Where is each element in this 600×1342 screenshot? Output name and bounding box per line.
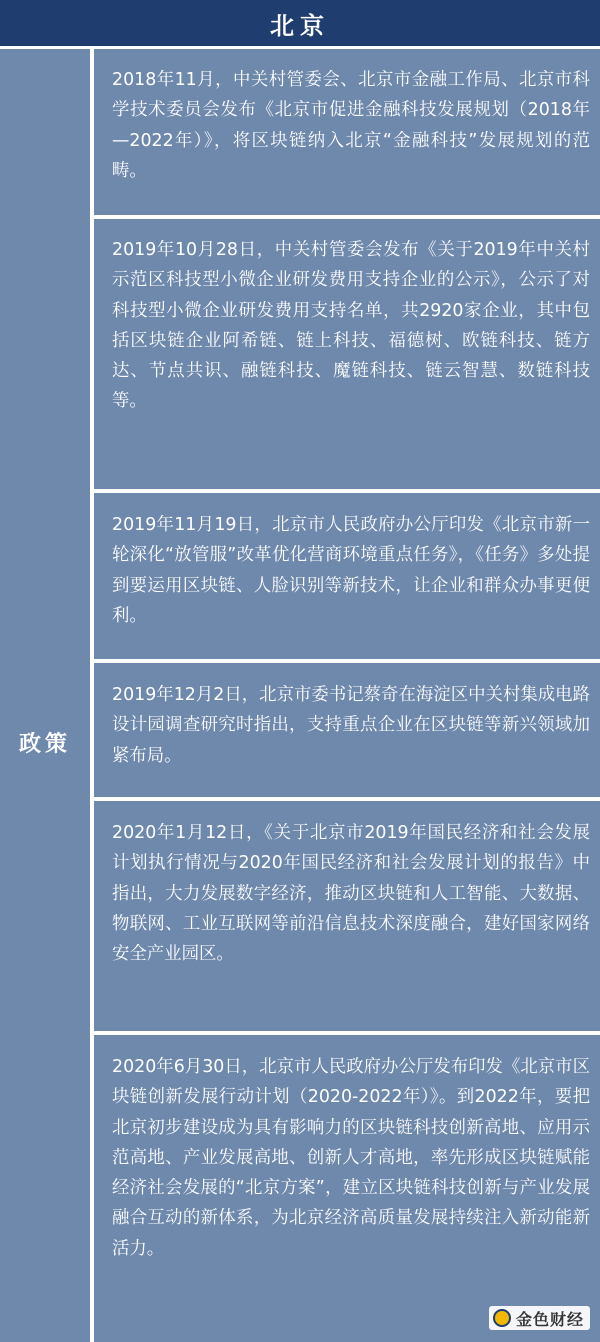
policy-entry-text: 2020年6月30日，北京市人民政府办公厅发布印发《北京市区块链创新发展行动计划（2020-2022年）》。到2022年，要把北京初步建设成为具有影响力的区块链科技创新高地、应用示范高地、产业发展高地、创新人才高地，率先形成区块链赋能经济社会发展的“北京方案”，建立区块链科技创新与产业发展融合互动的新体系，为北京经济高质量发展持续注入新动能新活力。 <box>112 1057 590 1259</box>
policy-entry-text: 2020年1月12日，《关于北京市2019年国民经济和社会发展计划执行情况与2020年国民经济和社会发展计划的报告》中指出，大力发展数字经济，推动区块链和人工智能、大数据、物联网、工业互联网等前沿信息技术深度融合，建好国家网络安全产业园区。 <box>112 823 590 965</box>
policy-entry-text: 2019年12月2日，北京市委书记蔡奇在海淀区中关村集成电路设计园调查研究时指出，支持重点企业在区块链等新兴领域加紧布局。 <box>112 685 590 766</box>
table-header <box>0 0 600 46</box>
policy-entry <box>94 219 600 489</box>
watermark-logo-icon <box>493 1309 511 1327</box>
category-label: 政策 <box>18 732 71 757</box>
policy-entry <box>94 1035 600 1342</box>
policy-entry <box>94 49 600 215</box>
policy-entry-text: 2019年11月19日，北京市人民政府办公厅印发《北京市新一轮深化“放管服”改革优化营商环境重点任务》，《任务》多处提到要运用区块链、人脸识别等新技术，让企业和群众办事更便利。 <box>112 515 590 626</box>
policy-entry-text: 2019年10月28日，中关村管委会发布《关于2019年中关村示范区科技型小微企业研发费用支持企业的公示》，公示了对科技型小微企业研发费用支持名单，共2920家企业，其中包括区块链企业阿希链、链上科技、福德树、欧链科技、链方达、节点共识、融链科技、魔链科技、链云智慧、数链科技等。 <box>112 240 590 412</box>
watermark <box>489 1306 590 1330</box>
policy-entry <box>94 801 600 1031</box>
policy-entry <box>94 493 600 659</box>
policy-entry-text: 2018年11月，中关村管委会、北京市金融工作局、北京市科学技术委员会发布《北京市促进金融科技发展规划（2018年—2022年）》，将区块链纳入北京“金融科技”发展规划的范畴。 <box>112 70 590 181</box>
policy-entry <box>94 663 600 797</box>
watermark-text: 金色财经 <box>515 1309 584 1329</box>
category-cell <box>0 49 90 1342</box>
region-title: 北京 <box>270 11 330 40</box>
